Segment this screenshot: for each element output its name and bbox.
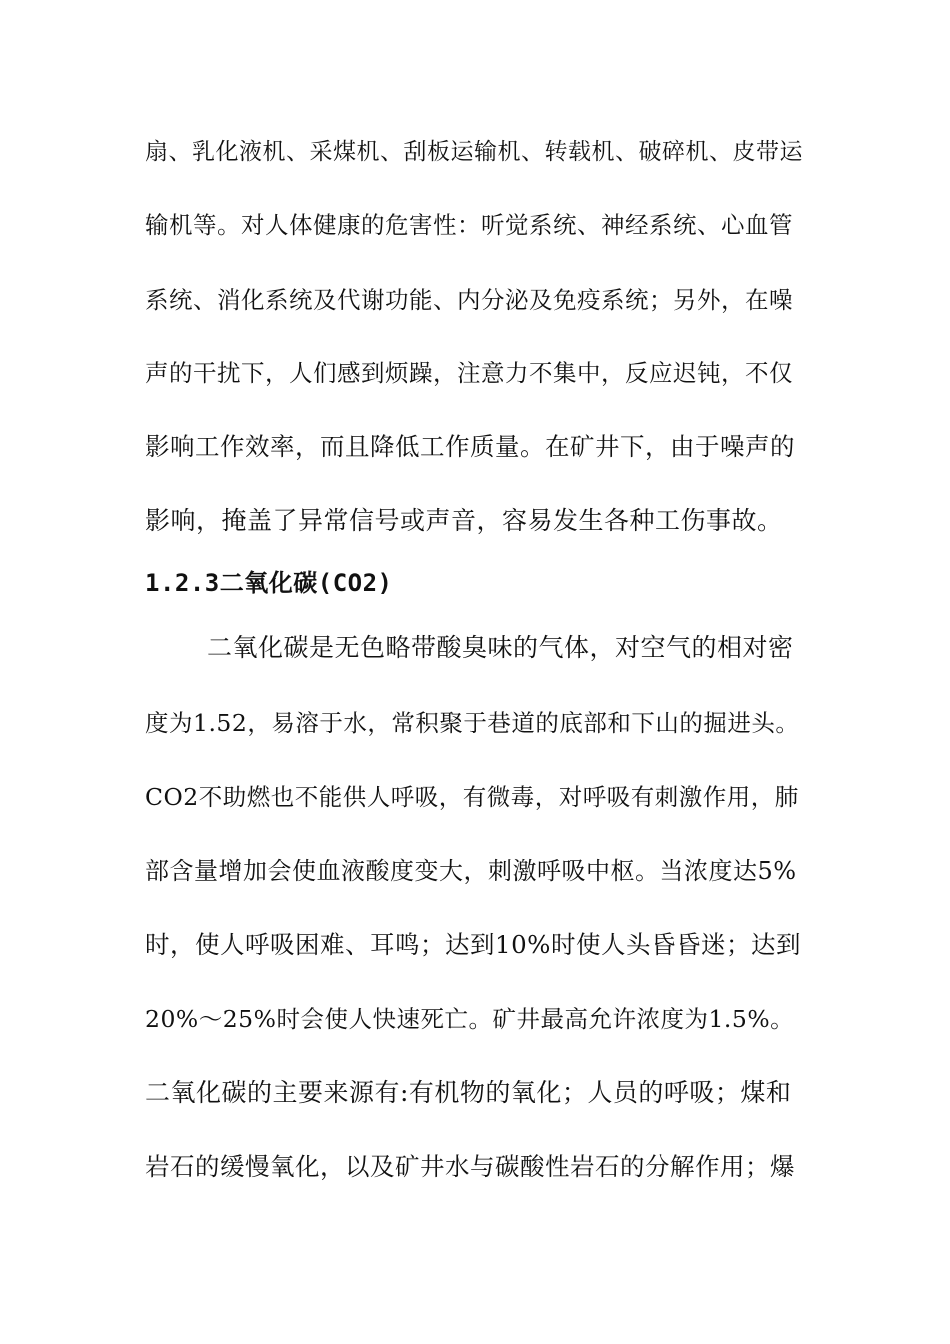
paragraph-line: 部含量增加会使血液酸度变大，刺激呼吸中枢。当浓度达5% (145, 857, 797, 885)
section-heading: 1.2.3二氧化碳(CO2) (145, 569, 393, 597)
paragraph-line: 声的干扰下，人们感到烦躁，注意力不集中，反应迟钝，不仅 (145, 359, 793, 387)
paragraph-line: 影响工作效率，而且降低工作质量。在矿井下，由于噪声的 (145, 432, 795, 461)
paragraph-line: 20%～25%时会使人快速死亡。矿井最高允许浓度为1.5%。 (145, 1005, 795, 1033)
paragraph-line: 扇、乳化液机、采煤机、刮板运输机、转载机、破碎机、皮带运 (145, 139, 803, 165)
paragraph-line: 影响，掩盖了异常信号或声音，容易发生各种工伤事故。 (145, 506, 783, 535)
paragraph-line: 度为1.52，易溶于水，常积聚于巷道的底部和下山的掘进头。 (145, 709, 800, 737)
paragraph-line: 二氧化碳是无色略带酸臭味的气体，对空气的相对密 (207, 633, 794, 662)
paragraph-line: 输机等。对人体健康的危害性：听觉系统、神经系统、心血管 (145, 211, 793, 239)
paragraph-line: CO2不助燃也不能供人呼吸，有微毒，对呼吸有刺激作用，肺 (145, 783, 799, 811)
paragraph-line: 系统、消化系统及代谢功能、内分泌及免疫系统；另外，在噪 (145, 286, 793, 314)
paragraph-line: 时，使人呼吸困难、耳鸣；达到10%时使人头昏昏迷；达到 (145, 930, 801, 959)
paragraph-line: 岩石的缓慢氧化，以及矿井水与碳酸性岩石的分解作用；爆 (145, 1152, 795, 1181)
paragraph-line: 二氧化碳的主要来源有:有机物的氧化；人员的呼吸；煤和 (145, 1078, 792, 1107)
